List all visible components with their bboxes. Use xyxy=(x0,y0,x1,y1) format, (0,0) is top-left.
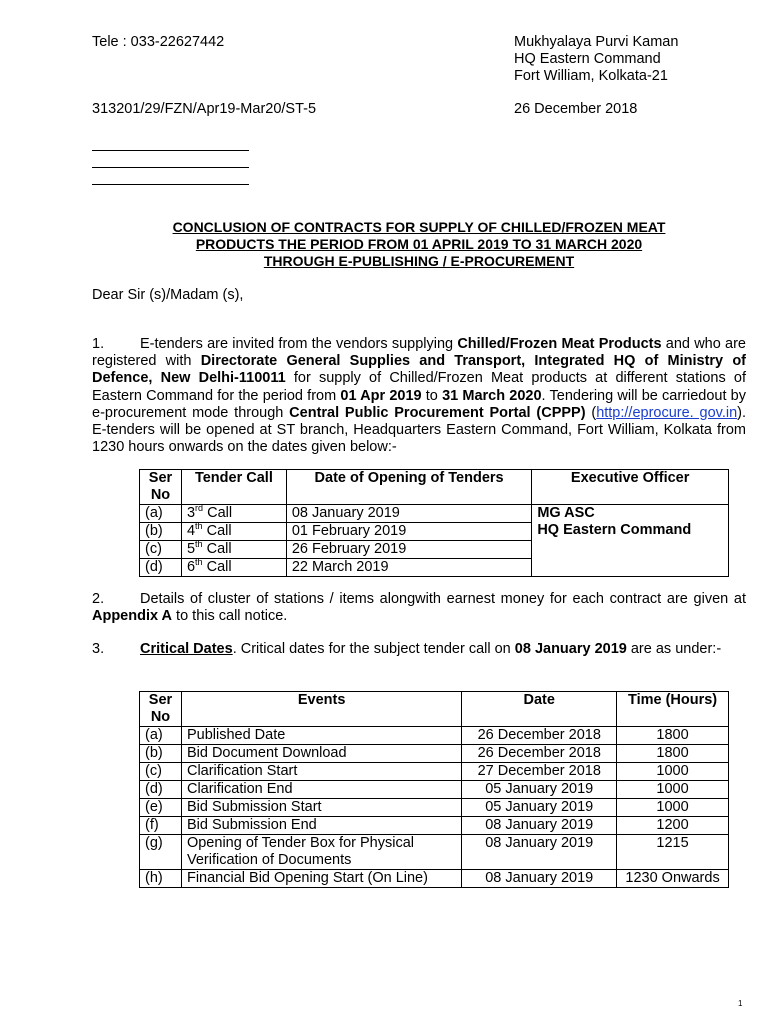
paragraph-3 xyxy=(92,641,746,658)
ser-cell: (b) xyxy=(140,745,182,763)
event-cell: Bid Document Download xyxy=(181,745,461,763)
time-cell: 1000 xyxy=(617,781,729,799)
header-executive-officer: Executive Officer xyxy=(532,470,729,505)
date-cell: 08 January 2019 xyxy=(462,835,617,870)
eprocure-link[interactable]: http://eprocure. gov.in xyxy=(596,404,738,421)
officer-line-1: MG ASC xyxy=(537,505,595,521)
para-1-bold: 31 March 2020 xyxy=(442,387,542,404)
address-line-3: Fort William, Kolkata-21 xyxy=(514,68,668,84)
ser-cell: (c) xyxy=(140,541,182,559)
date-cell: 26 December 2018 xyxy=(462,745,617,763)
title-line-2: PRODUCTS THE PERIOD FROM 01 APRIL 2019 TO 31 MARCH 2020 xyxy=(195,236,643,252)
date-cell: 05 January 2019 xyxy=(462,781,617,799)
ser-cell: (b) xyxy=(140,523,182,541)
executive-officer-cell xyxy=(532,505,729,577)
time-cell: 1200 xyxy=(617,817,729,835)
para-2-bold: Appendix A xyxy=(92,608,173,625)
para-2-text: to this call notice. xyxy=(172,608,288,625)
tender-call-cell: 5th Call xyxy=(181,541,286,559)
address-line-1: Mukhyalaya Purvi Kaman xyxy=(514,34,679,50)
ser-cell: (g) xyxy=(140,835,182,870)
ser-cell: (d) xyxy=(140,781,182,799)
tender-call-cell: 3rd Call xyxy=(181,505,286,523)
header-tender-call: Tender Call xyxy=(181,470,286,505)
tender-call-cell: 6th Call xyxy=(181,559,286,577)
addressee-line-1 xyxy=(92,150,249,151)
time-cell: 1230 Onwards xyxy=(617,870,729,888)
header-time: Time (Hours) xyxy=(617,692,729,727)
date-cell: 08 January 2019 xyxy=(462,870,617,888)
ser-cell: (f) xyxy=(140,817,182,835)
event-cell: Published Date xyxy=(181,727,461,745)
para-3-text: . Critical dates for the subject tender call on xyxy=(232,641,515,657)
telephone: Tele : 033-22627442 xyxy=(92,34,225,50)
para-3-bold: 08 January 2019 xyxy=(514,641,627,657)
date-cell: 26 February 2019 xyxy=(286,541,531,559)
letter-date: 26 December 2018 xyxy=(514,101,638,117)
time-cell: 1000 xyxy=(617,799,729,817)
ser-cell: (c) xyxy=(140,763,182,781)
table-row xyxy=(140,781,729,799)
para-1-text: . Tendering will be carriedout by e-procurement mode through xyxy=(92,387,746,421)
date-cell: 05 January 2019 xyxy=(462,799,617,817)
ser-cell: (h) xyxy=(140,870,182,888)
salutation: Dear Sir (s)/Madam (s), xyxy=(92,287,244,303)
title-line-1: CONCLUSION OF CONTRACTS FOR SUPPLY OF CHILLED/FROZEN MEAT xyxy=(172,219,666,235)
para-1-text: E-tenders are invited from the vendors supplying xyxy=(140,336,458,352)
date-cell: 08 January 2019 xyxy=(286,505,531,523)
event-cell: Bid Submission End xyxy=(181,817,461,835)
header-ser-no: Ser No xyxy=(140,470,182,505)
header-date: Date xyxy=(462,692,617,727)
table-header-row xyxy=(140,692,729,727)
para-1-number: 1. xyxy=(92,336,105,352)
para-1-bold: Directorate General Supplies and Transport, Integrated HQ of Ministry of Defence, New Delhi-110011 xyxy=(92,353,747,387)
ser-cell: (e) xyxy=(140,799,182,817)
event-cell: Financial Bid Opening Start (On Line) xyxy=(181,870,461,888)
title-line-3: THROUGH E-PUBLISHING / E-PROCUREMENT xyxy=(263,253,575,269)
para-3-number: 3. xyxy=(92,641,105,657)
ser-cell: (a) xyxy=(140,505,182,523)
header-events: Events xyxy=(181,692,461,727)
time-cell: 1215 xyxy=(617,835,729,870)
table-header-row xyxy=(140,470,729,505)
event-cell: Opening of Tender Box for Physical Verification of Documents xyxy=(181,835,461,870)
para-1-bold: 01 Apr 2019 xyxy=(340,387,422,404)
para-1-text: ( xyxy=(585,404,597,421)
address-line-2: HQ Eastern Command xyxy=(514,51,661,67)
date-cell: 27 December 2018 xyxy=(462,763,617,781)
para-2-text: Details of cluster of stations / items alongwith earnest money for each contract are given at xyxy=(140,591,746,607)
event-cell: Bid Submission Start xyxy=(181,799,461,817)
addressee-line-2 xyxy=(92,167,249,168)
event-cell: Clarification Start xyxy=(181,763,461,781)
para-1-bold: Central Public Procurement Portal (CPPP) xyxy=(289,404,586,421)
page-number: 1 xyxy=(738,999,743,1008)
header-date-of-opening: Date of Opening of Tenders xyxy=(286,470,531,505)
table-row xyxy=(140,727,729,745)
table-row xyxy=(140,817,729,835)
para-1-text: and who are registered with xyxy=(92,336,746,370)
critical-dates-heading: Critical Dates xyxy=(140,641,233,657)
addressee-line-3 xyxy=(92,184,249,185)
table-row xyxy=(140,870,729,888)
time-cell: 1800 xyxy=(617,745,729,763)
date-cell: 01 February 2019 xyxy=(286,523,531,541)
time-cell: 1000 xyxy=(617,763,729,781)
header-ser-no: Ser No xyxy=(140,692,182,727)
critical-dates-table xyxy=(139,691,729,888)
tender-calls-table xyxy=(139,469,729,577)
tender-call-cell: 4th Call xyxy=(181,523,286,541)
officer-line-2: HQ Eastern Command xyxy=(537,522,692,538)
table-row xyxy=(140,835,729,870)
para-1-text: to xyxy=(421,387,443,404)
ser-cell: (d) xyxy=(140,559,182,577)
paragraph-2 xyxy=(92,591,746,625)
para-1-text: ). E-tenders will be opened at ST branch, Headquarters Eastern Command, Fort William, Kolkata from 1230 hours onwards on the dates given below:- xyxy=(92,404,746,456)
para-1-text: for supply of Chilled/Frozen Meat products at different stations of Eastern Command for the period from xyxy=(92,370,746,404)
para-2-number: 2. xyxy=(92,591,105,607)
table-row xyxy=(140,505,729,523)
table-row xyxy=(140,745,729,763)
para-3-text: are as under:- xyxy=(626,641,722,657)
table-row xyxy=(140,763,729,781)
reference-number: 313201/29/FZN/Apr19-Mar20/ST-5 xyxy=(92,101,317,117)
date-cell: 08 January 2019 xyxy=(462,817,617,835)
ser-cell: (a) xyxy=(140,727,182,745)
event-cell: Clarification End xyxy=(181,781,461,799)
time-cell: 1800 xyxy=(617,727,729,745)
paragraph-1 xyxy=(92,336,746,456)
date-cell: 26 December 2018 xyxy=(462,727,617,745)
table-row xyxy=(140,799,729,817)
para-1-bold: Chilled/Frozen Meat Products xyxy=(457,336,662,352)
date-cell: 22 March 2019 xyxy=(286,559,531,577)
